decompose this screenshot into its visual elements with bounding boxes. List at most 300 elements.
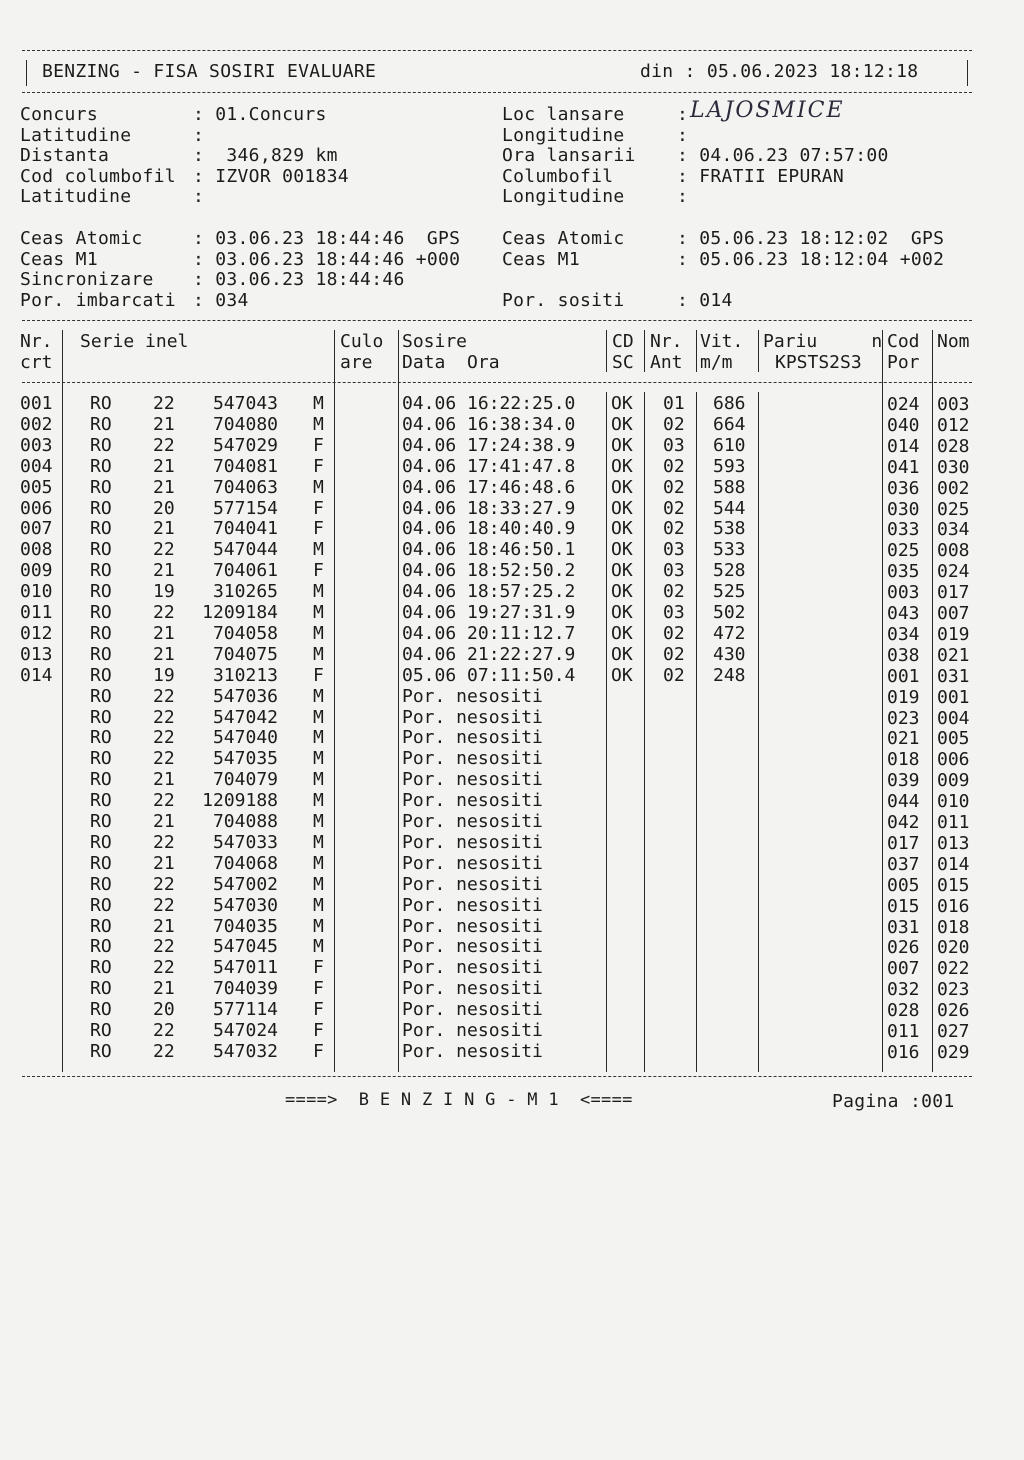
row-year: 22 [153,602,175,623]
row-ring: 704058 [212,622,278,644]
info-label: Concurs [20,104,98,125]
row-cod: 007 [887,958,920,980]
row-country: RO [90,894,112,916]
row-cod: 032 [887,979,920,1001]
header-ant-2: Ant [650,352,683,373]
clock-label: Sincronizare [20,269,154,290]
row-cod: 040 [887,414,920,436]
row-ring: 704079 [212,769,278,791]
header-nr-1: Nr. [20,331,53,352]
row-ant: 02 [663,581,685,603]
clock-label: Ceas M1 [502,248,580,270]
row-cod: 044 [887,791,920,813]
row-cd: OK [611,413,633,435]
row-arrival: 04.06 18:52:50.2 [402,560,576,582]
row-nr: 013 [20,643,53,665]
row-ant: 02 [663,497,685,519]
row-year: 21 [153,915,175,937]
info-label: Longitudine [502,124,625,146]
row-ant: 02 [663,622,685,644]
row-nom: 005 [937,728,970,750]
row-cod: 028 [887,1000,920,1022]
row-arrival: Por. nesositi [402,852,543,874]
row-ring: 547033 [212,831,278,853]
column-divider [882,330,883,1072]
info-value: : 346,829 km [193,145,338,166]
row-nom: 007 [937,603,970,624]
header-sosire-2: Data Ora [402,352,500,373]
row-nr: 005 [20,476,53,498]
row-nom: 015 [937,874,970,896]
row-year: 22 [153,727,175,749]
row-sex: M [313,811,324,832]
row-year: 22 [153,1020,175,1041]
row-ring: 547030 [212,894,278,916]
row-country: RO [90,413,112,435]
row-ring: 547036 [212,685,278,707]
column-divider [644,392,645,1072]
row-sex: F [313,978,324,1000]
row-ant: 03 [663,560,685,582]
row-year: 21 [153,560,175,582]
info-value: : IZVOR 001834 [193,165,349,187]
row-ant: 02 [663,664,685,686]
row-ring: 547045 [212,936,278,958]
row-sex: M [313,936,324,958]
row-speed: 593 [713,455,746,477]
column-divider [334,330,335,1072]
row-sex: M [313,915,324,937]
row-country: RO [90,476,112,498]
row-year: 20 [153,497,175,519]
row-speed: 533 [713,539,746,561]
row-speed: 430 [713,643,746,665]
row-arrival: Por. nesositi [402,685,543,707]
row-ant: 03 [663,602,685,623]
row-ring: 704039 [212,978,278,1000]
row-ant: 02 [663,413,685,435]
row-nr: 010 [20,581,53,603]
row-sex: M [313,602,324,623]
row-ring: 310213 [212,664,278,686]
row-nom: 004 [937,707,970,729]
row-ring: 310265 [212,581,278,603]
row-cod: 014 [887,435,920,457]
row-nr: 012 [20,622,53,644]
info-value: : [677,104,689,125]
row-cd: OK [611,497,633,519]
row-ring: 704068 [212,852,278,874]
row-arrival: 04.06 18:33:27.9 [402,497,576,519]
header-vit-1: Vit. [700,331,744,352]
clock-label: Ceas M1 [20,248,98,270]
row-cod: 005 [887,874,920,896]
row-cod: 034 [887,623,920,645]
row-arrival: 04.06 21:22:27.9 [402,643,576,665]
row-country: RO [90,622,112,644]
header-bottom-rule [22,92,972,93]
row-nom: 009 [937,770,970,792]
row-country: RO [90,790,112,812]
row-speed: 686 [713,393,746,414]
row-nom: 027 [937,1021,970,1042]
row-speed: 664 [713,413,746,435]
row-cd: OK [611,622,633,644]
row-sex: F [313,1020,324,1041]
row-ring: 704035 [212,915,278,937]
header-pariu-1: Pariu n [763,331,883,352]
clock-value: : 03.06.23 18:44:46 [193,269,405,290]
row-nom: 012 [937,414,970,436]
row-cod: 023 [887,707,920,729]
info-label: Latitudine [20,186,132,207]
row-country: RO [90,978,112,1000]
row-arrival: Por. nesositi [402,873,543,895]
row-year: 21 [153,455,175,477]
row-nr: 007 [20,518,53,540]
row-cod: 035 [887,561,920,583]
row-year: 19 [153,581,175,603]
row-nom: 010 [937,791,970,813]
row-arrival: 04.06 18:46:50.1 [402,539,576,561]
row-nr: 004 [20,455,53,477]
row-arrival: Por. nesositi [402,748,543,770]
row-sex: F [313,560,324,582]
row-nom: 029 [937,1041,970,1063]
row-cod: 033 [887,519,920,541]
row-sex: M [313,873,324,895]
row-cod: 016 [887,1041,920,1063]
header-cd-1: CD [612,331,634,352]
row-arrival: Por. nesositi [402,831,543,853]
info-value: : 04.06.23 07:57:00 [677,145,889,166]
row-arrival: Por. nesositi [402,957,543,979]
row-ring: 1209184 [202,602,278,623]
row-year: 22 [153,706,175,728]
row-year: 21 [153,852,175,874]
row-nom: 022 [937,958,970,980]
row-country: RO [90,497,112,519]
row-arrival: Por. nesositi [402,915,543,937]
row-ring: 547040 [212,727,278,749]
info-value: : FRATII EPURAN [677,165,845,187]
row-cd: OK [611,518,633,540]
clock-value: : 05.06.23 18:12:04 +002 [677,248,945,270]
info-label: Latitudine [20,124,132,146]
clock-value: : 034 [193,289,249,311]
row-year: 21 [153,518,175,540]
row-arrival: 04.06 16:22:25.0 [402,393,576,414]
report-title: BENZING - FISA SOSIRI EVALUARE [42,61,377,82]
row-year: 22 [153,790,175,812]
column-divider [758,392,759,1072]
info-label: Ora lansarii [502,145,636,166]
row-cod: 011 [887,1021,920,1042]
row-arrival: Por. nesositi [402,1020,543,1041]
row-country: RO [90,936,112,958]
row-country: RO [90,539,112,561]
row-ring: 1209188 [202,790,278,812]
row-year: 22 [153,748,175,770]
row-speed: 610 [713,434,746,456]
header-serie: Serie inel [80,331,189,352]
row-nom: 020 [937,937,970,959]
row-nr: 006 [20,497,53,519]
footer-brand: ====> B E N Z I N G - M 1 <==== [285,1090,633,1110]
row-country: RO [90,664,112,686]
row-sex: M [313,748,324,770]
row-nr: 009 [20,560,53,582]
row-ant: 02 [663,518,685,540]
row-ring: 547042 [212,706,278,728]
row-cd: OK [611,393,633,414]
info-label: Cod columbofil [20,165,176,187]
column-divider [62,330,63,1072]
row-sex: M [313,831,324,853]
info-label: Columbofil [502,165,614,187]
row-cod: 017 [887,832,920,854]
row-arrival: Por. nesositi [402,894,543,916]
row-country: RO [90,957,112,979]
row-ring: 547032 [212,1040,278,1062]
table-bottom-rule [22,1076,972,1077]
row-ring: 577114 [212,999,278,1021]
info-value: : [193,186,205,207]
row-cod: 036 [887,477,920,499]
row-country: RO [90,455,112,477]
clock-value: : 05.06.23 18:12:02 GPS [677,228,945,249]
row-nom: 023 [937,979,970,1001]
column-divider [644,330,645,372]
row-cd: OK [611,476,633,498]
row-nom: 031 [937,665,970,687]
row-nom: 019 [937,623,970,645]
row-cod: 043 [887,603,920,624]
row-nom: 024 [937,561,970,583]
row-sex: M [313,413,324,435]
row-country: RO [90,560,112,582]
row-country: RO [90,727,112,749]
row-ant: 02 [663,643,685,665]
row-sex: M [313,539,324,561]
row-arrival: Por. nesositi [402,936,543,958]
row-nom: 030 [937,456,970,478]
header-vit-2: m/m [700,352,733,373]
row-nr: 014 [20,664,53,686]
row-country: RO [90,1040,112,1062]
row-speed: 538 [713,518,746,540]
table-header-rule [22,382,972,383]
row-arrival: Por. nesositi [402,811,543,832]
row-ant: 01 [663,393,685,414]
row-cod: 003 [887,582,920,604]
row-ant: 02 [663,455,685,477]
row-nom: 025 [937,498,970,520]
row-cd: OK [611,539,633,561]
row-cod: 042 [887,812,920,833]
row-arrival: 04.06 17:41:47.8 [402,455,576,477]
row-sex: F [313,455,324,477]
row-arrival: Por. nesositi [402,790,543,812]
row-country: RO [90,1020,112,1041]
row-country: RO [90,643,112,665]
row-cod: 039 [887,770,920,792]
row-cd: OK [611,581,633,603]
row-ring: 547024 [212,1020,278,1041]
row-arrival: 04.06 20:11:12.7 [402,622,576,644]
row-ring: 704088 [212,811,278,832]
row-ring: 704081 [212,455,278,477]
clock-label: Ceas Atomic [20,228,143,249]
row-cd: OK [611,455,633,477]
handwritten-location: LAJOSMICE [690,98,845,123]
header-nr-2: crt [20,352,53,373]
row-cod: 030 [887,498,920,520]
row-nom: 008 [937,540,970,562]
row-sex: F [313,434,324,456]
row-arrival: Por. nesositi [402,727,543,749]
row-cod: 031 [887,916,920,938]
column-divider [398,330,399,1072]
row-sex: F [313,1040,324,1062]
row-speed: 248 [713,664,746,686]
row-sex: M [313,769,324,791]
clock-value: : 03.06.23 18:44:46 GPS [193,228,461,249]
row-year: 21 [153,811,175,832]
header-cod-1: Cod [887,331,920,352]
row-ring: 704080 [212,413,278,435]
row-arrival: 04.06 19:27:31.9 [402,602,576,623]
row-ring: 704061 [212,560,278,582]
row-ring: 704075 [212,643,278,665]
row-cod: 041 [887,456,920,478]
report-date: din : 05.06.2023 18:12:18 [640,61,919,82]
row-ring: 547002 [212,873,278,895]
row-nr: 001 [20,393,53,414]
clock-label: Ceas Atomic [502,228,625,249]
row-nr: 002 [20,413,53,435]
row-arrival: 04.06 17:24:38.9 [402,434,576,456]
row-nom: 002 [937,477,970,499]
row-sex: M [313,790,324,812]
clock-label: Por. sositi [502,289,625,311]
row-year: 22 [153,936,175,958]
column-divider [696,392,697,1072]
row-arrival: 04.06 17:46:48.6 [402,476,576,498]
row-ant: 03 [663,434,685,456]
info-value: : [193,124,205,146]
row-cod: 024 [887,394,920,415]
row-sex: F [313,957,324,979]
row-country: RO [90,915,112,937]
row-nom: 006 [937,749,970,771]
column-divider [932,330,933,1072]
header-ant-1: Nr. [650,331,683,352]
row-arrival: Por. nesositi [402,978,543,1000]
row-year: 20 [153,999,175,1021]
info-label: Loc lansare [502,104,625,125]
row-speed: 588 [713,476,746,498]
header-nom-1: Nom [937,331,970,352]
info-value: : 01.Concurs [193,104,327,125]
row-ring: 547043 [212,393,278,414]
row-sex: M [313,706,324,728]
row-year: 22 [153,539,175,561]
row-cd: OK [611,664,633,686]
row-speed: 525 [713,581,746,603]
row-year: 21 [153,413,175,435]
row-year: 22 [153,434,175,456]
header-sosire-1: Sosire [402,331,468,352]
header-culo-1: Culo [340,331,384,352]
row-sex: M [313,852,324,874]
row-nom: 016 [937,895,970,917]
row-ring: 704063 [212,476,278,498]
header-top-rule [22,50,972,51]
row-year: 22 [153,957,175,979]
row-nr: 008 [20,539,53,561]
header-right-bar [967,60,968,86]
row-cod: 021 [887,728,920,750]
row-cd: OK [611,602,633,623]
row-year: 19 [153,664,175,686]
row-year: 22 [153,393,175,414]
row-year: 22 [153,894,175,916]
row-cod: 015 [887,895,920,917]
page-number: Pagina :001 [832,1091,955,1112]
column-divider [606,330,607,372]
row-nr: 003 [20,434,53,456]
row-sex: M [313,393,324,414]
clock-value: : 03.06.23 18:44:46 +000 [193,248,461,270]
row-arrival: 04.06 18:57:25.2 [402,581,576,603]
row-cod: 018 [887,749,920,771]
row-nom: 003 [937,394,970,415]
row-cod: 038 [887,644,920,666]
row-year: 22 [153,873,175,895]
row-speed: 544 [713,497,746,519]
row-country: RO [90,769,112,791]
row-sex: M [313,581,324,603]
column-divider [696,330,697,372]
header-left-bar [26,60,27,86]
row-arrival: Por. nesositi [402,769,543,791]
row-year: 22 [153,831,175,853]
row-sex: M [313,476,324,498]
clock-value: : 014 [677,289,733,311]
table-top-rule [22,320,972,321]
row-ring: 547035 [212,748,278,770]
row-country: RO [90,999,112,1021]
row-cod: 025 [887,540,920,562]
row-cod: 026 [887,937,920,959]
row-cod: 019 [887,686,920,708]
row-country: RO [90,811,112,832]
row-year: 22 [153,1040,175,1062]
row-year: 21 [153,643,175,665]
header-culo-2: are [340,352,373,373]
row-arrival: 04.06 16:38:34.0 [402,413,576,435]
info-value: : [677,124,689,146]
row-nom: 013 [937,832,970,854]
row-ring: 547044 [212,539,278,561]
row-country: RO [90,852,112,874]
row-cod: 037 [887,853,920,875]
row-nom: 018 [937,916,970,938]
row-speed: 528 [713,560,746,582]
row-year: 21 [153,622,175,644]
column-divider [758,330,759,372]
